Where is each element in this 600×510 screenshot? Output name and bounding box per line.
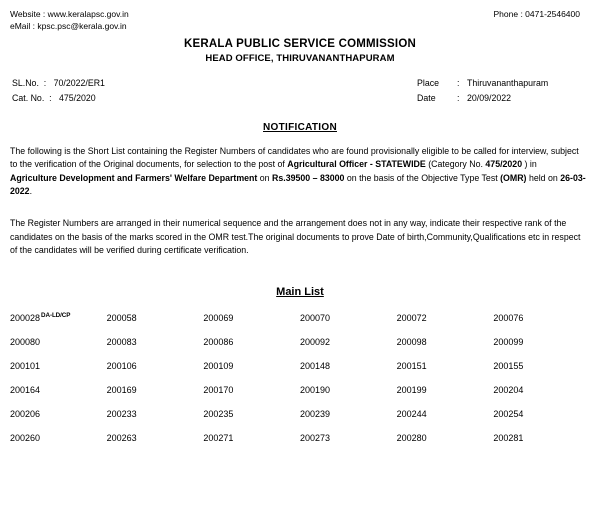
paragraph-arrangement: The Register Numbers are arranged in their numerical sequence and the arrangement does not in any way, indicate their respective rank of the candidates on the basis of the marks scored in the OMR test.The original documents to prove Date of birth,Community,Qualifications etc in respect of the candidates will be verified during certificate verification.	[10, 218, 581, 256]
p1-pay-scale: Rs.39500 – 83000	[272, 172, 345, 183]
register-number-cell	[203, 336, 300, 347]
cat-no-label: Cat. No.	[12, 92, 45, 103]
register-number: 200204	[493, 384, 524, 395]
register-number-cell	[493, 360, 590, 371]
meta-block	[0, 76, 600, 106]
register-number-cell	[10, 336, 107, 347]
sl-no-label: SL.No.	[12, 77, 39, 88]
register-number-cell	[10, 384, 107, 395]
register-number: 200273	[299, 432, 331, 443]
register-number: 200099	[493, 336, 524, 347]
date-colon: :	[457, 92, 460, 103]
register-number: 200206	[10, 408, 41, 419]
p1-omr: (OMR)	[500, 172, 527, 183]
p1-category-no: 475/2020	[485, 159, 523, 170]
register-number-cell	[300, 312, 397, 323]
register-number-cell	[397, 312, 494, 323]
register-number-cell	[203, 432, 300, 443]
register-number-cell	[397, 408, 494, 419]
register-number: 200069	[203, 312, 234, 323]
cat-no-value: 475/2020	[58, 92, 96, 103]
register-number-cell	[300, 384, 397, 395]
register-number-cell	[493, 408, 590, 419]
register-number: 200106	[106, 360, 137, 371]
p1-post-name: Agricultural Officer - STATEWIDE	[287, 159, 426, 170]
register-number-cell	[397, 360, 494, 371]
register-number-cell	[107, 360, 204, 371]
register-number-cell	[493, 312, 590, 323]
register-number: 200083	[106, 336, 137, 347]
register-number: 200235	[203, 408, 234, 419]
register-number: 200072	[396, 312, 427, 323]
register-number-cell	[493, 336, 590, 347]
register-number-cell	[203, 408, 300, 419]
register-number: 200254	[493, 408, 524, 419]
website-line: Website : www.keralapsc.gov.in	[10, 9, 129, 19]
p1-part-c: (Category No.	[425, 159, 486, 170]
register-number: 200101	[10, 360, 41, 371]
register-number-cell	[300, 360, 397, 371]
register-number: 200076	[493, 312, 524, 323]
p1-part-i: on the basis of the Objective Type Test	[344, 172, 501, 183]
register-number: 200170	[203, 384, 234, 395]
register-number-cell	[203, 360, 300, 371]
register-number: 200239	[299, 408, 331, 419]
register-number: 200280	[396, 432, 427, 443]
p1-test-date: 26-03-2022	[10, 172, 586, 197]
register-number: 200086	[203, 336, 234, 347]
register-number: 200244	[396, 408, 427, 419]
paragraph-shortlist	[10, 145, 586, 200]
contact-header	[0, 0, 600, 33]
place-colon: :	[457, 77, 460, 88]
date-label: Date	[417, 92, 436, 103]
date-field	[417, 91, 582, 106]
register-number: 200092	[299, 336, 331, 347]
register-number-cell	[107, 312, 204, 323]
register-number: 200070	[299, 312, 331, 323]
register-number-cell	[300, 432, 397, 443]
register-number: 200151	[396, 360, 427, 371]
p1-part-a: The following is the Short List containing the Register Numbers of candidates who are found provisionally eligible to be called for interview, subject to the verification of the Original documents, for selection to the post of	[10, 145, 579, 170]
register-number-cell	[397, 384, 494, 395]
phone-line: Phone : 0471-2546400	[493, 9, 580, 19]
register-number: 200263	[106, 432, 137, 443]
register-number-cell	[107, 336, 204, 347]
register-number-cell	[107, 408, 204, 419]
meta-row-1	[12, 76, 582, 91]
organisation-title: KERALA PUBLIC SERVICE COMMISSION	[184, 37, 416, 50]
register-number: 200164	[10, 384, 41, 395]
notification-title: NOTIFICATION	[263, 121, 337, 133]
p1-part-e: ) in	[522, 159, 537, 170]
register-number-cell	[10, 408, 107, 419]
cat-no-field	[12, 91, 96, 106]
register-number: 200260	[10, 432, 41, 443]
register-number: 200199	[396, 384, 427, 395]
contact-left	[10, 8, 129, 33]
register-number-cell	[397, 432, 494, 443]
register-number-cell	[397, 336, 494, 347]
p1-department: Agriculture Development and Farmers' Welfare Department	[10, 172, 258, 183]
p1-part-k: held on	[526, 172, 561, 183]
register-number: 200281	[493, 432, 524, 443]
register-number: 200190	[299, 384, 331, 395]
date-value: 20/09/2022	[467, 92, 512, 103]
register-number-cell	[10, 312, 107, 323]
place-value: Thiruvananthapuram	[467, 77, 549, 88]
register-number: 200155	[493, 360, 524, 371]
register-number: 200028	[10, 312, 41, 323]
register-number: 200098	[396, 336, 427, 347]
register-number: 200169	[106, 384, 137, 395]
register-number-cell	[10, 360, 107, 371]
register-number: 200233	[106, 408, 137, 419]
sl-no-value: 70/2022/ER1	[53, 77, 105, 88]
register-number: 200109	[203, 360, 234, 371]
register-number-cell	[203, 384, 300, 395]
register-number-cell	[107, 384, 204, 395]
main-list-title: Main List	[276, 285, 324, 298]
register-number: 200058	[106, 312, 137, 323]
register-number: 200080	[10, 336, 41, 347]
register-number-cell	[300, 408, 397, 419]
register-number-cell	[107, 432, 204, 443]
register-number: 200148	[299, 360, 331, 371]
place-field	[417, 76, 582, 91]
p1-part-m: .	[29, 186, 33, 197]
place-label: Place	[417, 77, 440, 88]
p1-part-g: on	[257, 172, 273, 183]
register-number-cell	[300, 336, 397, 347]
sl-no-field	[12, 76, 105, 91]
register-number-cell	[203, 312, 300, 323]
cat-no-colon: :	[46, 92, 57, 103]
sl-no-colon: :	[41, 77, 52, 88]
register-number-cell	[10, 432, 107, 443]
email-line: eMail : kpsc.psc@kerala.gov.in	[10, 21, 127, 32]
register-number-cell	[493, 384, 590, 395]
register-number: 200271	[203, 432, 234, 443]
office-subtitle: HEAD OFFICE, THIRUVANANTHAPURAM	[205, 52, 395, 64]
register-number-grid	[10, 312, 590, 443]
register-number-cell	[493, 432, 590, 443]
register-number-note: DA-LD/CP	[41, 311, 71, 319]
meta-row-2	[12, 91, 582, 106]
